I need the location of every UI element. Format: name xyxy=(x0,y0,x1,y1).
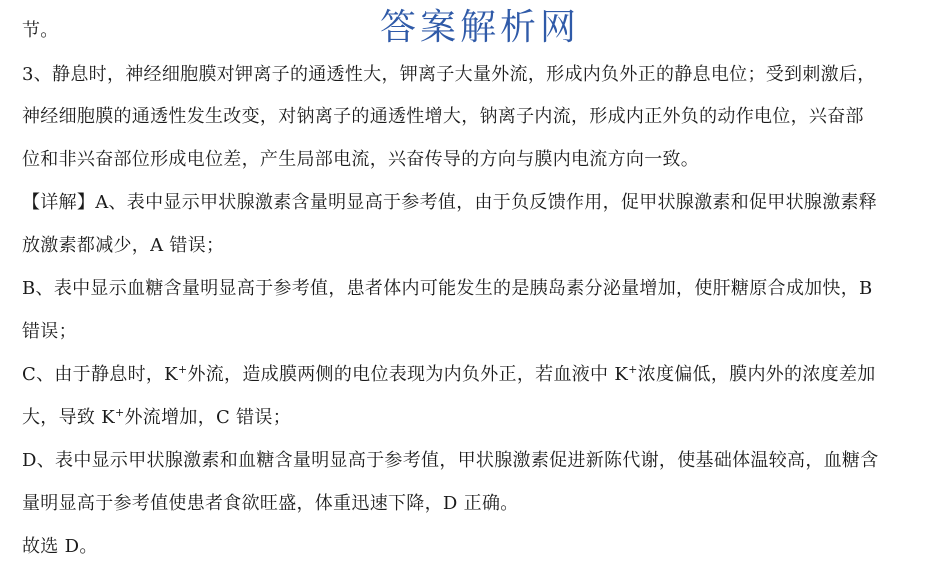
text-line-9 xyxy=(22,363,876,387)
text-line-4: 位和非兴奋部位形成电位差，产生局部电流，兴奋传导的方向与膜内电流方向一致。 xyxy=(22,149,700,170)
text-segment: 外流增加，C 错误； xyxy=(124,407,291,428)
superscript-plus: + xyxy=(628,363,638,376)
text-line-10 xyxy=(22,406,291,430)
text-line-2: 3、静息时，神经细胞膜对钾离子的通透性大，钾离子大量外流，形成内负外正的静息电位；受到刺激后， xyxy=(22,64,876,85)
text-segment: C、由于静息时，K xyxy=(22,364,178,385)
text-line-5: 【详解】A、表中显示甲状腺激素含量明显高于参考值，由于负反馈作用，促甲状腺激素和促甲状腺激素释 xyxy=(22,192,878,213)
text-line-7: B、表中显示血糖含量明显高于参考值，患者体内可能发生的是胰岛素分泌量增加，使肝糖原合成加快，B xyxy=(22,278,873,299)
text-line-6: 放激素都减少，A 错误； xyxy=(22,235,225,256)
text-line-3: 神经细胞膜的通透性发生改变，对钠离子的通透性增大，钠离子内流，形成内正外负的动作电位，兴奋部 xyxy=(22,106,864,127)
text-line-13: 故选 D。 xyxy=(22,536,98,557)
superscript-plus: + xyxy=(114,406,125,419)
text-line-1: 节。 xyxy=(22,20,59,41)
text-segment: 外流，造成膜两侧的电位表现为内负外正，若血液中 K xyxy=(187,364,629,385)
text-line-8: 错误； xyxy=(22,321,77,342)
text-line-12: 量明显高于参考值使患者食欲旺盛，体重迅速下降，D 正确。 xyxy=(22,493,519,514)
superscript-plus: + xyxy=(177,363,188,376)
text-segment: 大，导致 K xyxy=(22,407,115,428)
text-segment: 浓度偏低，膜内外的浓度差加 xyxy=(637,364,876,385)
watermark-logo: 答案解析网 xyxy=(380,7,581,48)
text-line-11: D、表中显示甲状腺激素和血糖含量明显高于参考值，甲状腺激素促进新陈代谢，使基础体温较高，血糖含 xyxy=(22,450,879,471)
